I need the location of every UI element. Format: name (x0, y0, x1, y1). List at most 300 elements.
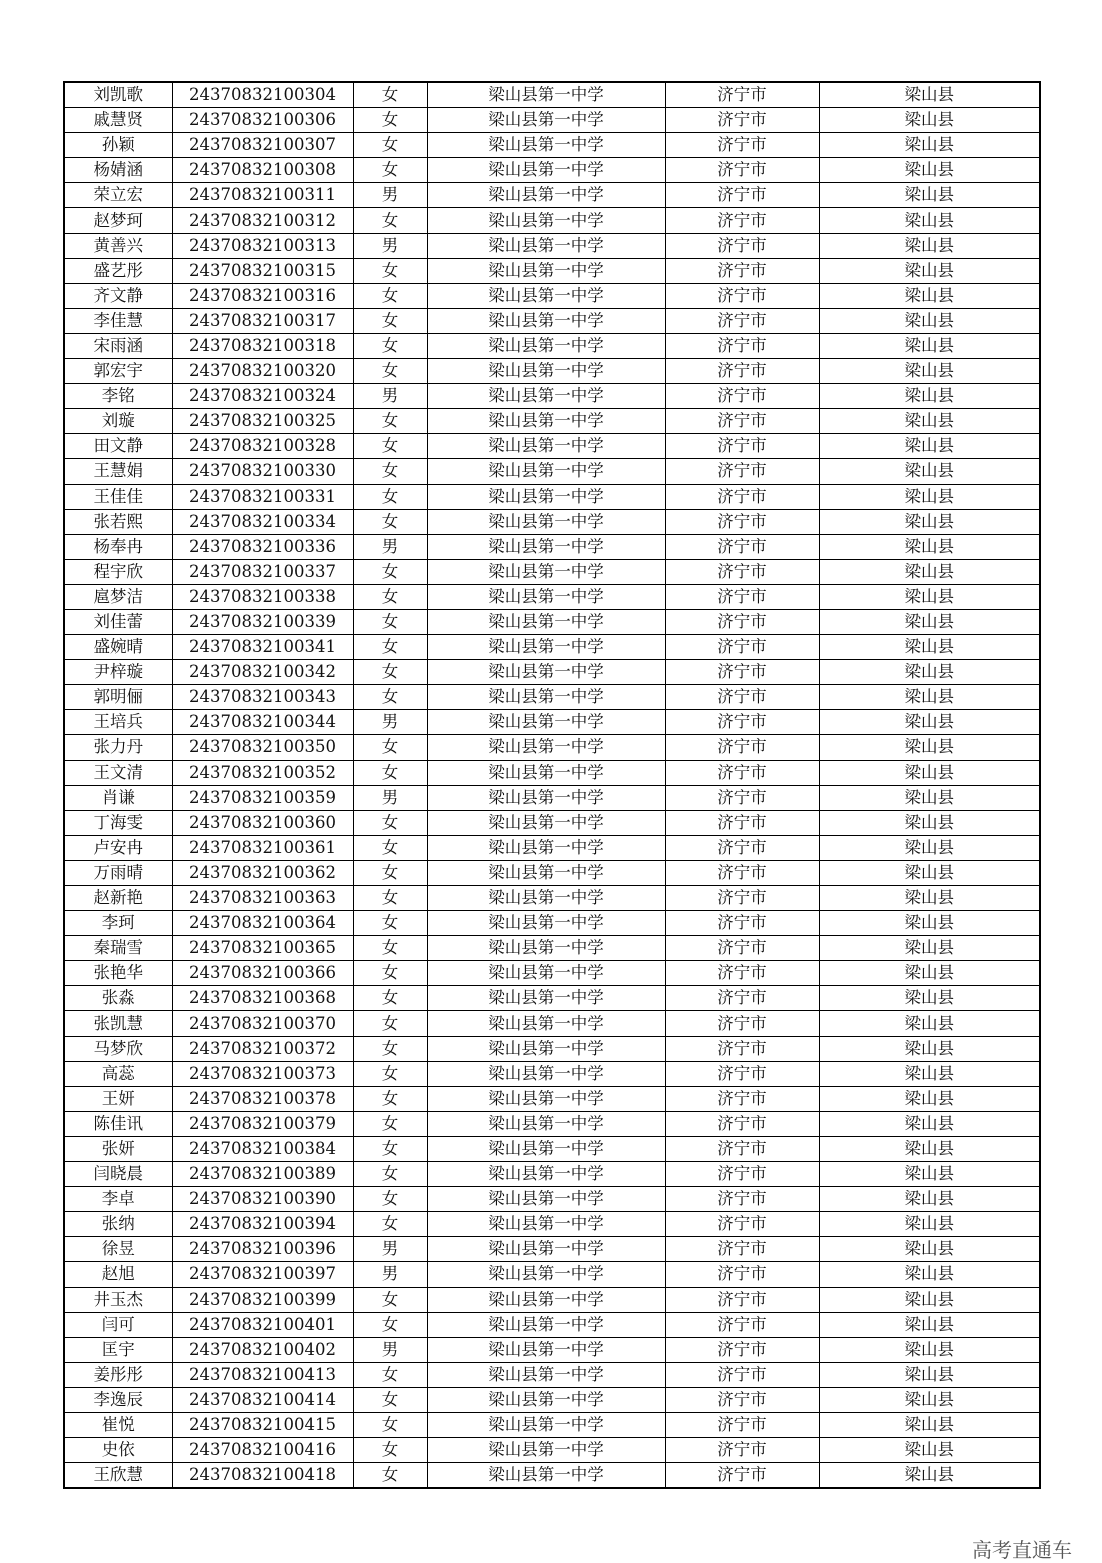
gender-cell: 女 (353, 760, 427, 785)
student-name-cell: 刘佳蕾 (64, 609, 172, 634)
gender-cell: 女 (353, 660, 427, 685)
school-cell: 梁山县第一中学 (427, 685, 665, 710)
school-cell: 梁山县第一中学 (427, 660, 665, 685)
school-cell: 梁山县第一中学 (427, 534, 665, 559)
gender-cell: 女 (353, 509, 427, 534)
county-cell: 梁山县 (819, 735, 1040, 760)
table-row (64, 1212, 1040, 1237)
table-row (64, 886, 1040, 911)
school-cell: 梁山县第一中学 (427, 1312, 665, 1337)
gender-cell: 女 (353, 986, 427, 1011)
gender-cell: 女 (353, 1187, 427, 1212)
exam-id-cell: 24370832100320 (172, 359, 353, 384)
student-name-cell: 张妍 (64, 1136, 172, 1161)
school-cell: 梁山县第一中学 (427, 108, 665, 133)
county-cell: 梁山县 (819, 1187, 1040, 1212)
gender-cell: 女 (353, 1086, 427, 1111)
gender-cell: 女 (353, 1362, 427, 1387)
gender-cell: 女 (353, 1111, 427, 1136)
county-cell: 梁山县 (819, 1011, 1040, 1036)
city-cell: 济宁市 (665, 584, 819, 609)
city-cell: 济宁市 (665, 1136, 819, 1161)
exam-id-cell: 24370832100324 (172, 384, 353, 409)
school-cell: 梁山县第一中学 (427, 82, 665, 108)
exam-id-cell: 24370832100312 (172, 208, 353, 233)
county-cell: 梁山县 (819, 409, 1040, 434)
student-name-cell: 郭宏宇 (64, 359, 172, 384)
table-row (64, 258, 1040, 283)
gender-cell: 女 (353, 1212, 427, 1237)
county-cell: 梁山县 (819, 835, 1040, 860)
school-cell: 梁山县第一中学 (427, 1412, 665, 1437)
gender-cell: 女 (353, 484, 427, 509)
exam-id-cell: 24370832100325 (172, 409, 353, 434)
exam-id-cell: 24370832100361 (172, 835, 353, 860)
student-name-cell: 秦瑞雪 (64, 936, 172, 961)
gender-cell: 男 (353, 785, 427, 810)
student-name-cell: 黄善兴 (64, 233, 172, 258)
exam-id-cell: 24370832100317 (172, 308, 353, 333)
student-name-cell: 丁海雯 (64, 810, 172, 835)
exam-id-cell: 24370832100397 (172, 1262, 353, 1287)
table-row (64, 635, 1040, 660)
city-cell: 济宁市 (665, 735, 819, 760)
school-cell: 梁山县第一中学 (427, 1162, 665, 1187)
table-row (64, 459, 1040, 484)
gender-cell: 女 (353, 835, 427, 860)
gender-cell: 女 (353, 810, 427, 835)
student-name-cell: 王慧娟 (64, 459, 172, 484)
student-name-cell: 匡宇 (64, 1337, 172, 1362)
county-cell: 梁山县 (819, 1061, 1040, 1086)
exam-id-cell: 24370832100359 (172, 785, 353, 810)
student-name-cell: 刘璇 (64, 409, 172, 434)
student-name-cell: 盛婉晴 (64, 635, 172, 660)
school-cell: 梁山县第一中学 (427, 333, 665, 358)
exam-id-cell: 24370832100394 (172, 1212, 353, 1237)
table-row (64, 785, 1040, 810)
table-row (64, 183, 1040, 208)
exam-id-cell: 24370832100418 (172, 1463, 353, 1489)
school-cell: 梁山县第一中学 (427, 635, 665, 660)
school-cell: 梁山县第一中学 (427, 710, 665, 735)
gender-cell: 女 (353, 133, 427, 158)
city-cell: 济宁市 (665, 1036, 819, 1061)
gender-cell: 女 (353, 409, 427, 434)
table-row (64, 1086, 1040, 1111)
exam-id-cell: 24370832100360 (172, 810, 353, 835)
city-cell: 济宁市 (665, 1387, 819, 1412)
school-cell: 梁山县第一中学 (427, 860, 665, 885)
school-cell: 梁山县第一中学 (427, 559, 665, 584)
exam-id-cell: 24370832100399 (172, 1287, 353, 1312)
county-cell: 梁山县 (819, 635, 1040, 660)
gender-cell: 女 (353, 1061, 427, 1086)
city-cell: 济宁市 (665, 1337, 819, 1362)
table-row (64, 710, 1040, 735)
exam-id-cell: 24370832100370 (172, 1011, 353, 1036)
student-name-cell: 闫可 (64, 1312, 172, 1337)
exam-id-cell: 24370832100316 (172, 283, 353, 308)
exam-id-cell: 24370832100352 (172, 760, 353, 785)
gender-cell: 女 (353, 635, 427, 660)
exam-id-cell: 24370832100372 (172, 1036, 353, 1061)
county-cell: 梁山县 (819, 760, 1040, 785)
county-cell: 梁山县 (819, 1237, 1040, 1262)
gender-cell: 男 (353, 1262, 427, 1287)
table-row (64, 308, 1040, 333)
county-cell: 梁山县 (819, 233, 1040, 258)
table-row (64, 1463, 1040, 1489)
city-cell: 济宁市 (665, 660, 819, 685)
county-cell: 梁山县 (819, 1086, 1040, 1111)
county-cell: 梁山县 (819, 1136, 1040, 1161)
table-row (64, 609, 1040, 634)
gender-cell: 女 (353, 108, 427, 133)
city-cell: 济宁市 (665, 559, 819, 584)
gender-cell: 女 (353, 1387, 427, 1412)
county-cell: 梁山县 (819, 333, 1040, 358)
table-row (64, 860, 1040, 885)
city-cell: 济宁市 (665, 961, 819, 986)
gender-cell: 女 (353, 1011, 427, 1036)
table-row (64, 283, 1040, 308)
city-cell: 济宁市 (665, 208, 819, 233)
table-row (64, 735, 1040, 760)
county-cell: 梁山县 (819, 258, 1040, 283)
county-cell: 梁山县 (819, 283, 1040, 308)
city-cell: 济宁市 (665, 710, 819, 735)
city-cell: 济宁市 (665, 434, 819, 459)
student-name-cell: 王文清 (64, 760, 172, 785)
table-row (64, 961, 1040, 986)
county-cell: 梁山县 (819, 986, 1040, 1011)
gender-cell: 男 (353, 384, 427, 409)
city-cell: 济宁市 (665, 1061, 819, 1086)
student-name-cell: 卢安冉 (64, 835, 172, 860)
student-name-cell: 孙颖 (64, 133, 172, 158)
county-cell: 梁山县 (819, 1463, 1040, 1489)
exam-id-cell: 24370832100328 (172, 434, 353, 459)
gender-cell: 女 (353, 1162, 427, 1187)
city-cell: 济宁市 (665, 283, 819, 308)
gender-cell: 女 (353, 283, 427, 308)
exam-id-cell: 24370832100308 (172, 158, 353, 183)
gender-cell: 女 (353, 308, 427, 333)
gender-cell: 女 (353, 1036, 427, 1061)
city-cell: 济宁市 (665, 1287, 819, 1312)
student-name-cell: 尹梓璇 (64, 660, 172, 685)
student-name-cell: 张力丹 (64, 735, 172, 760)
city-cell: 济宁市 (665, 183, 819, 208)
gender-cell: 女 (353, 911, 427, 936)
student-name-cell: 李铭 (64, 384, 172, 409)
exam-id-cell: 24370832100337 (172, 559, 353, 584)
county-cell: 梁山县 (819, 208, 1040, 233)
county-cell: 梁山县 (819, 484, 1040, 509)
gender-cell: 女 (353, 735, 427, 760)
table-row (64, 409, 1040, 434)
school-cell: 梁山县第一中学 (427, 1463, 665, 1489)
exam-id-cell: 24370832100362 (172, 860, 353, 885)
exam-id-cell: 24370832100311 (172, 183, 353, 208)
exam-id-cell: 24370832100402 (172, 1337, 353, 1362)
table-row (64, 685, 1040, 710)
student-name-cell: 荣立宏 (64, 183, 172, 208)
gender-cell: 女 (353, 82, 427, 108)
student-name-cell: 郭明俪 (64, 685, 172, 710)
school-cell: 梁山县第一中学 (427, 886, 665, 911)
county-cell: 梁山县 (819, 108, 1040, 133)
table-row (64, 1287, 1040, 1312)
table-row (64, 434, 1040, 459)
gender-cell: 男 (353, 534, 427, 559)
county-cell: 梁山县 (819, 685, 1040, 710)
school-cell: 梁山县第一中学 (427, 1111, 665, 1136)
exam-id-cell: 24370832100330 (172, 459, 353, 484)
gender-cell: 女 (353, 158, 427, 183)
city-cell: 济宁市 (665, 534, 819, 559)
city-cell: 济宁市 (665, 685, 819, 710)
gender-cell: 女 (353, 609, 427, 634)
county-cell: 梁山县 (819, 1111, 1040, 1136)
student-name-cell: 李珂 (64, 911, 172, 936)
student-name-cell: 崔悦 (64, 1412, 172, 1437)
school-cell: 梁山县第一中学 (427, 183, 665, 208)
school-cell: 梁山县第一中学 (427, 1387, 665, 1412)
table-row (64, 1136, 1040, 1161)
student-name-cell: 赵旭 (64, 1262, 172, 1287)
student-name-cell: 王佳佳 (64, 484, 172, 509)
exam-id-cell: 24370832100368 (172, 986, 353, 1011)
student-name-cell: 杨婧涵 (64, 158, 172, 183)
gender-cell: 男 (353, 1337, 427, 1362)
table-row (64, 911, 1040, 936)
student-name-cell: 肖谦 (64, 785, 172, 810)
city-cell: 济宁市 (665, 810, 819, 835)
school-cell: 梁山县第一中学 (427, 1237, 665, 1262)
exam-id-cell: 24370832100366 (172, 961, 353, 986)
watermark-text: 高考直通车 (972, 1538, 1072, 1562)
county-cell: 梁山县 (819, 660, 1040, 685)
exam-id-cell: 24370832100379 (172, 1111, 353, 1136)
school-cell: 梁山县第一中学 (427, 384, 665, 409)
exam-id-cell: 24370832100343 (172, 685, 353, 710)
student-name-cell: 姜彤彤 (64, 1362, 172, 1387)
school-cell: 梁山县第一中学 (427, 258, 665, 283)
gender-cell: 男 (353, 1237, 427, 1262)
city-cell: 济宁市 (665, 1362, 819, 1387)
school-cell: 梁山县第一中学 (427, 158, 665, 183)
student-name-cell: 李逸辰 (64, 1387, 172, 1412)
table-row (64, 1262, 1040, 1287)
exam-id-cell: 24370832100378 (172, 1086, 353, 1111)
school-cell: 梁山县第一中学 (427, 810, 665, 835)
student-name-cell: 李佳慧 (64, 308, 172, 333)
gender-cell: 女 (353, 434, 427, 459)
school-cell: 梁山县第一中学 (427, 1287, 665, 1312)
exam-id-cell: 24370832100313 (172, 233, 353, 258)
student-name-cell: 赵梦珂 (64, 208, 172, 233)
table-row (64, 133, 1040, 158)
city-cell: 济宁市 (665, 1011, 819, 1036)
table-row (64, 1187, 1040, 1212)
county-cell: 梁山县 (819, 961, 1040, 986)
student-name-cell: 盛艺彤 (64, 258, 172, 283)
city-cell: 济宁市 (665, 459, 819, 484)
county-cell: 梁山县 (819, 534, 1040, 559)
school-cell: 梁山县第一中学 (427, 208, 665, 233)
county-cell: 梁山县 (819, 886, 1040, 911)
gender-cell: 女 (353, 1463, 427, 1489)
table-row (64, 936, 1040, 961)
table-row (64, 208, 1040, 233)
city-cell: 济宁市 (665, 1262, 819, 1287)
county-cell: 梁山县 (819, 936, 1040, 961)
gender-cell: 女 (353, 559, 427, 584)
city-cell: 济宁市 (665, 133, 819, 158)
table-row (64, 1312, 1040, 1337)
exam-id-cell: 24370832100416 (172, 1438, 353, 1463)
student-name-cell: 齐文静 (64, 283, 172, 308)
student-name-cell: 王欣慧 (64, 1463, 172, 1489)
student-name-cell: 戚慧贤 (64, 108, 172, 133)
table-row (64, 1061, 1040, 1086)
gender-cell: 女 (353, 1412, 427, 1437)
exam-id-cell: 24370832100342 (172, 660, 353, 685)
school-cell: 梁山县第一中学 (427, 584, 665, 609)
city-cell: 济宁市 (665, 333, 819, 358)
county-cell: 梁山县 (819, 158, 1040, 183)
student-name-cell: 田文静 (64, 434, 172, 459)
county-cell: 梁山县 (819, 1262, 1040, 1287)
table-row (64, 108, 1040, 133)
student-name-cell: 杨奉冉 (64, 534, 172, 559)
gender-cell: 女 (353, 258, 427, 283)
gender-cell: 女 (353, 333, 427, 358)
student-roster-table (63, 81, 1041, 1489)
county-cell: 梁山县 (819, 1162, 1040, 1187)
city-cell: 济宁市 (665, 1111, 819, 1136)
exam-id-cell: 24370832100389 (172, 1162, 353, 1187)
city-cell: 济宁市 (665, 509, 819, 534)
city-cell: 济宁市 (665, 384, 819, 409)
table-row (64, 1237, 1040, 1262)
school-cell: 梁山县第一中学 (427, 1061, 665, 1086)
county-cell: 梁山县 (819, 459, 1040, 484)
county-cell: 梁山县 (819, 1362, 1040, 1387)
gender-cell: 女 (353, 961, 427, 986)
exam-id-cell: 24370832100307 (172, 133, 353, 158)
table-row (64, 1438, 1040, 1463)
school-cell: 梁山县第一中学 (427, 1362, 665, 1387)
student-name-cell: 刘凯歌 (64, 82, 172, 108)
city-cell: 济宁市 (665, 409, 819, 434)
school-cell: 梁山县第一中学 (427, 609, 665, 634)
county-cell: 梁山县 (819, 1036, 1040, 1061)
table-row (64, 1111, 1040, 1136)
exam-id-cell: 24370832100401 (172, 1312, 353, 1337)
county-cell: 梁山县 (819, 509, 1040, 534)
school-cell: 梁山县第一中学 (427, 283, 665, 308)
county-cell: 梁山县 (819, 82, 1040, 108)
school-cell: 梁山县第一中学 (427, 911, 665, 936)
school-cell: 梁山县第一中学 (427, 1438, 665, 1463)
gender-cell: 男 (353, 183, 427, 208)
county-cell: 梁山县 (819, 810, 1040, 835)
city-cell: 济宁市 (665, 936, 819, 961)
city-cell: 济宁市 (665, 108, 819, 133)
table-row (64, 158, 1040, 183)
exam-id-cell: 24370832100306 (172, 108, 353, 133)
city-cell: 济宁市 (665, 911, 819, 936)
gender-cell: 男 (353, 710, 427, 735)
school-cell: 梁山县第一中学 (427, 1187, 665, 1212)
school-cell: 梁山县第一中学 (427, 1036, 665, 1061)
table-row (64, 233, 1040, 258)
table-row (64, 835, 1040, 860)
city-cell: 济宁市 (665, 609, 819, 634)
student-name-cell: 张淼 (64, 986, 172, 1011)
table-row (64, 509, 1040, 534)
table-row (64, 986, 1040, 1011)
table-row (64, 359, 1040, 384)
school-cell: 梁山县第一中学 (427, 835, 665, 860)
school-cell: 梁山县第一中学 (427, 1337, 665, 1362)
exam-id-cell: 24370832100414 (172, 1387, 353, 1412)
county-cell: 梁山县 (819, 1212, 1040, 1237)
table-row (64, 1412, 1040, 1437)
city-cell: 济宁市 (665, 158, 819, 183)
city-cell: 济宁市 (665, 258, 819, 283)
table-row (64, 1387, 1040, 1412)
exam-id-cell: 24370832100339 (172, 609, 353, 634)
school-cell: 梁山县第一中学 (427, 735, 665, 760)
gender-cell: 女 (353, 886, 427, 911)
city-cell: 济宁市 (665, 1463, 819, 1489)
exam-id-cell: 24370832100334 (172, 509, 353, 534)
exam-id-cell: 24370832100336 (172, 534, 353, 559)
county-cell: 梁山县 (819, 1387, 1040, 1412)
county-cell: 梁山县 (819, 434, 1040, 459)
exam-id-cell: 24370832100318 (172, 333, 353, 358)
county-cell: 梁山县 (819, 584, 1040, 609)
gender-cell: 女 (353, 860, 427, 885)
school-cell: 梁山县第一中学 (427, 308, 665, 333)
student-name-cell: 陈佳讯 (64, 1111, 172, 1136)
exam-id-cell: 24370832100384 (172, 1136, 353, 1161)
table-row (64, 384, 1040, 409)
student-name-cell: 张若熙 (64, 509, 172, 534)
county-cell: 梁山县 (819, 384, 1040, 409)
city-cell: 济宁市 (665, 484, 819, 509)
county-cell: 梁山县 (819, 308, 1040, 333)
exam-id-cell: 24370832100344 (172, 710, 353, 735)
school-cell: 梁山县第一中学 (427, 961, 665, 986)
table-row (64, 333, 1040, 358)
city-cell: 济宁市 (665, 1412, 819, 1437)
school-cell: 梁山县第一中学 (427, 1086, 665, 1111)
city-cell: 济宁市 (665, 1162, 819, 1187)
city-cell: 济宁市 (665, 1187, 819, 1212)
county-cell: 梁山县 (819, 1312, 1040, 1337)
school-cell: 梁山县第一中学 (427, 936, 665, 961)
exam-id-cell: 24370832100338 (172, 584, 353, 609)
school-cell: 梁山县第一中学 (427, 760, 665, 785)
student-name-cell: 王培兵 (64, 710, 172, 735)
county-cell: 梁山县 (819, 183, 1040, 208)
exam-id-cell: 24370832100413 (172, 1362, 353, 1387)
